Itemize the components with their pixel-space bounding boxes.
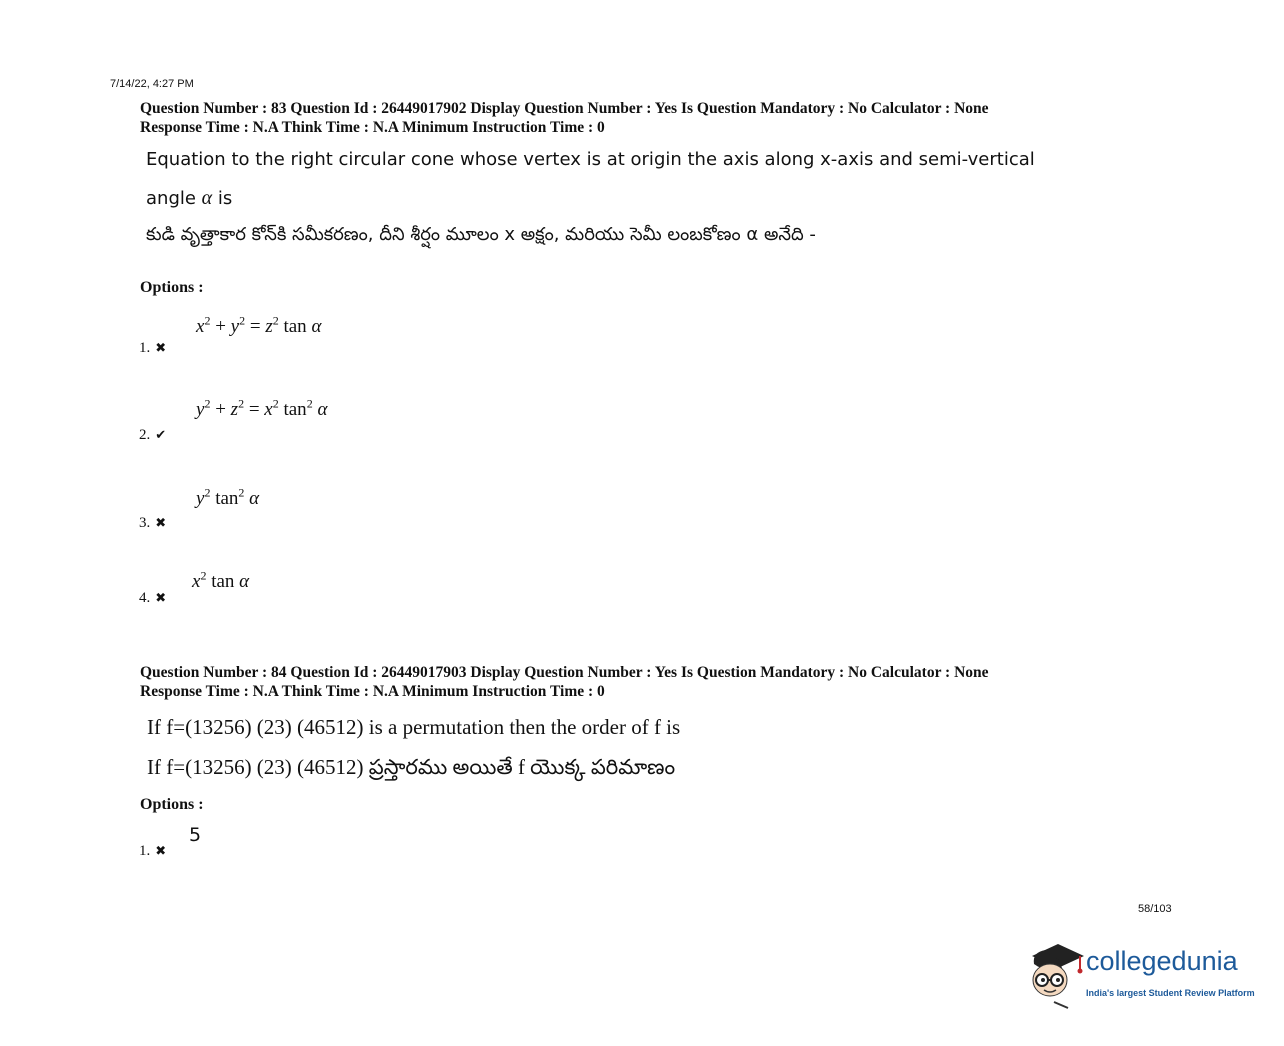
- collegedunia-logo: [1024, 938, 1264, 1010]
- q84-meta-line1: Question Number : 84 Question Id : 26449017903 Display Question Number : Yes Is Question Mandatory : No Calculator : None: [140, 664, 989, 681]
- q83-option-4-formula: $x^2$ tan α: [192, 568, 250, 592]
- q83-meta-line1: Question Number : 83 Question Id : 26449017902 Display Question Number : Yes Is Question Mandatory : No Calculator : None: [140, 100, 989, 117]
- q83-option-2: [139, 427, 166, 444]
- q84-option-1-number: 1.: [139, 843, 151, 859]
- q84-meta-line2: Response Time : N.A Think Time : N.A Minimum Instruction Time : 0: [140, 683, 605, 700]
- cross-icon: ✖: [155, 516, 167, 531]
- q83-option-2-number: 2.: [139, 427, 151, 443]
- cross-icon: ✖: [155, 591, 167, 606]
- q84-text-telugu: If f=(13256) (23) (46512) ప్రస్తారము అయితే f యొక్క పరిమాణం: [147, 755, 676, 779]
- q83-option-4: [139, 590, 166, 607]
- alpha-symbol: α: [201, 187, 213, 209]
- q83-text-en-line2: [146, 187, 232, 210]
- q83-options-label: Options :: [140, 279, 204, 296]
- q83-option-3-number: 3.: [139, 515, 151, 531]
- q83-text-en-line1: Equation to the right circular cone whose vertex is at origin the axis along x-axis and semi-vertical: [146, 149, 1035, 170]
- q83-option-3: [139, 515, 166, 532]
- q84-text-en: If f=(13256) (23) (46512) is a permutation then the order of f is: [147, 715, 681, 739]
- page-number: 58/103: [1138, 903, 1172, 915]
- logo-wordmark: collegedunia: [1086, 946, 1238, 976]
- q83-text-en-line2-suffix: is: [212, 188, 233, 209]
- q83-option-1-formula: $x^2 + y^2 = z^2$ tan α: [196, 313, 322, 337]
- cross-icon: ✖: [155, 844, 167, 859]
- print-timestamp: 7/14/22, 4:27 PM: [110, 78, 194, 90]
- q84-option-1-value: 5: [189, 824, 202, 846]
- check-icon: ✔: [155, 428, 167, 443]
- q83-option-1-number: 1.: [139, 340, 151, 356]
- cross-icon: ✖: [155, 341, 167, 356]
- q83-option-3-formula: $y^2$ $\tan^2 \alpha$: [196, 485, 260, 509]
- q83-option-1: [139, 340, 166, 357]
- mascot-icon: [1024, 938, 1086, 1010]
- q83-text-telugu: కుడి వృత్తాకార కోన్‌కి సమీకరణం, దీని శీర్షం మూలం x అక్షం, మరియు సెమీ లంబకోణం α అనేది -: [146, 224, 816, 245]
- q84-options-label: Options :: [140, 796, 204, 813]
- logo-tagline: India's largest Student Review Platform: [1086, 988, 1255, 998]
- q83-option-4-number: 4.: [139, 590, 151, 606]
- q83-option-2-formula: $y^2 + z^2 = x^2$ $\tan^2 \alpha$: [196, 396, 328, 420]
- q83-text-en-line2-prefix: angle: [146, 188, 202, 209]
- q84-option-1: [139, 843, 166, 860]
- q83-meta-line2: Response Time : N.A Think Time : N.A Minimum Instruction Time : 0: [140, 119, 605, 136]
